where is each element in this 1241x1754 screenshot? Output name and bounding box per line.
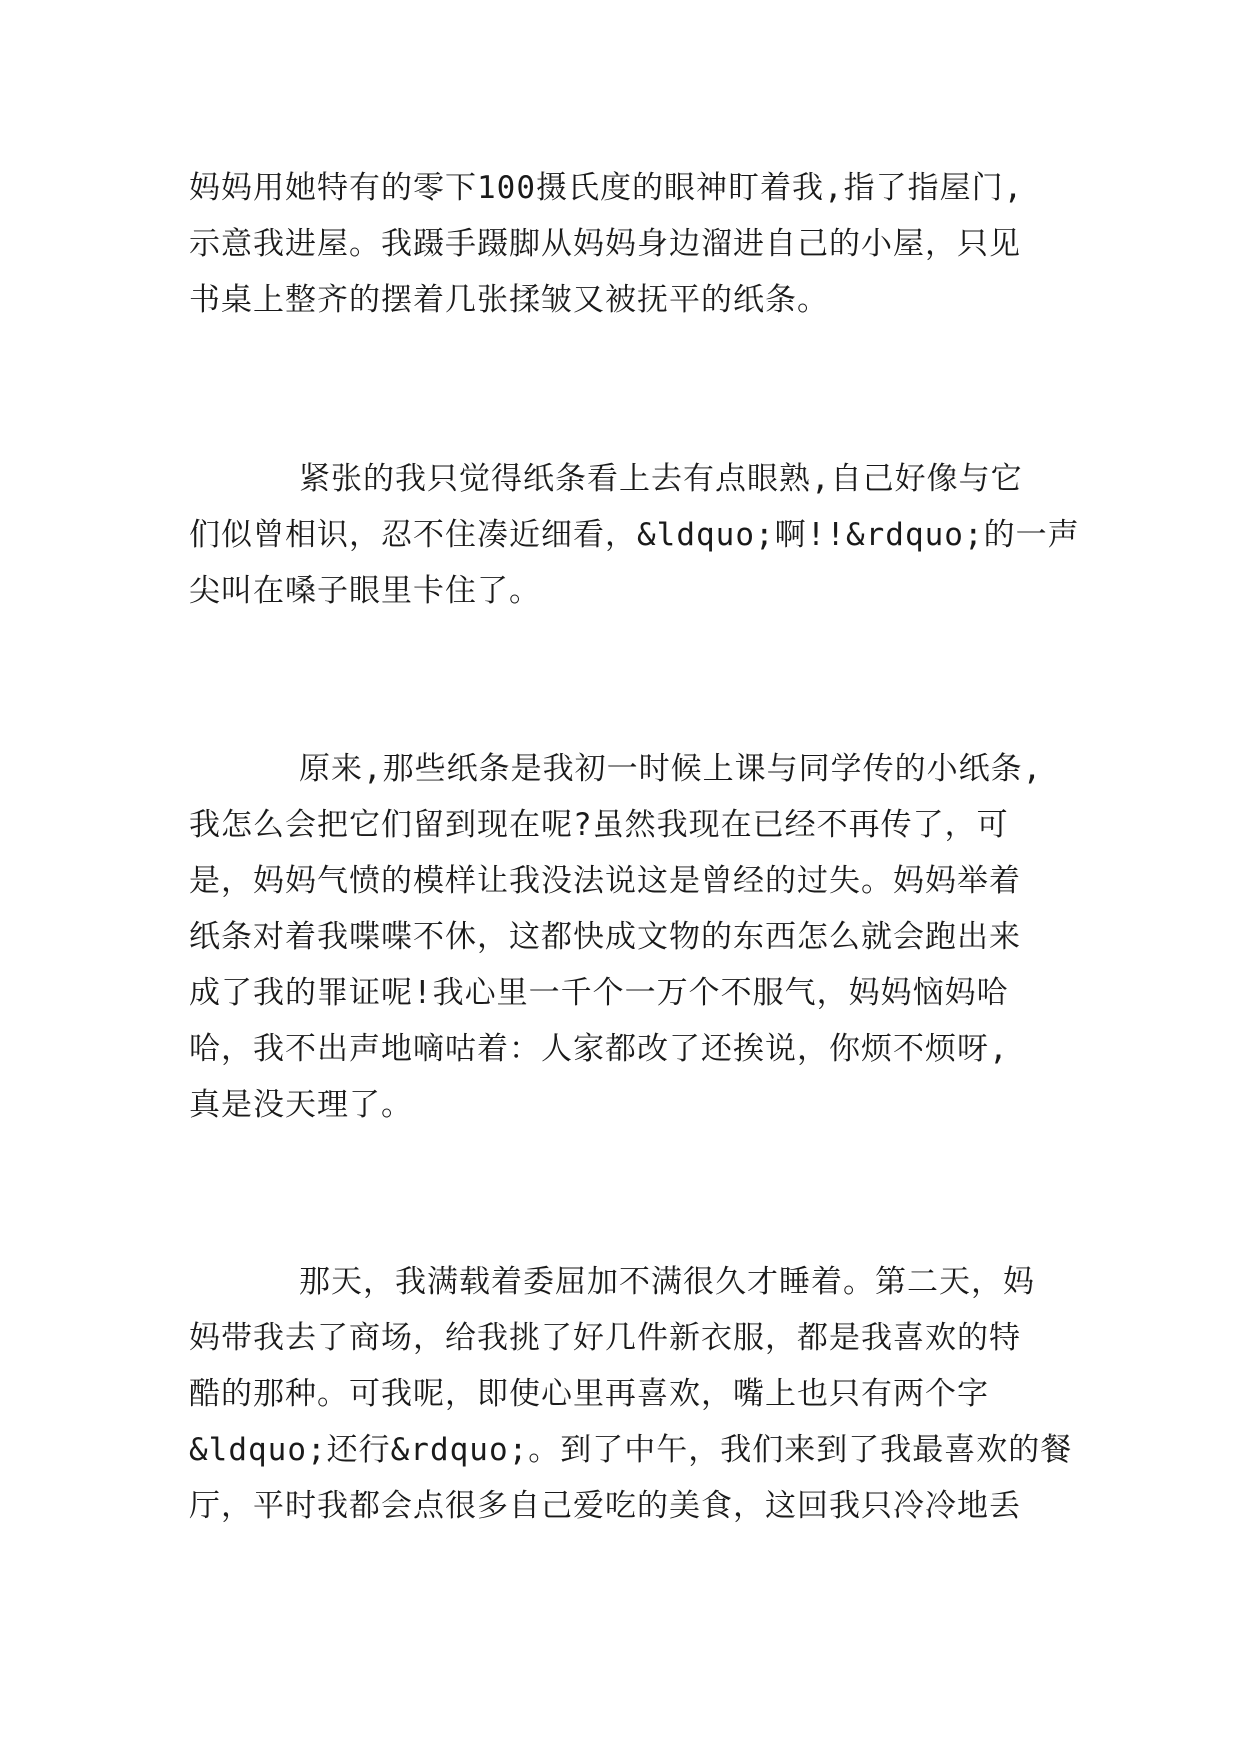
paragraph-line: 哈，我不出声地嘀咕着：人家都改了还挨说，你烦不烦呀,	[189, 1031, 1009, 1067]
paragraph-line: 尖叫在嗓子眼里卡住了。	[189, 573, 541, 609]
paragraph-first-line: 那天，我满载着委屈加不满很久才睡着。第二天，妈	[299, 1264, 1035, 1300]
paragraph-line: 厅，平时我都会点很多自己爱吃的美食，这回我只冷冷地丢	[189, 1488, 1021, 1524]
paragraph-line: 是，妈妈气愤的模样让我没法说这是曾经的过失。妈妈举着	[189, 863, 1021, 899]
paragraph-line: 妈妈用她特有的零下100摄氏度的眼神盯着我,指了指屋门,	[189, 170, 1024, 206]
paragraph-line: 们似曾相识，忍不住凑近细看，&ldquo;啊!!&rdquo;的一声	[189, 517, 1080, 553]
paragraph-line: 纸条对着我喋喋不休，这都快成文物的东西怎么就会跑出来	[189, 919, 1021, 955]
paragraph-1	[189, 160, 1069, 328]
paragraph-line: 真是没天理了。	[189, 1087, 413, 1123]
paragraph-2	[189, 451, 1080, 619]
paragraph-line: 妈带我去了商场，给我挑了好几件新衣服，都是我喜欢的特	[189, 1320, 1021, 1356]
paragraph-line: &ldquo;还行&rdquo;。到了中午，我们来到了我最喜欢的餐	[189, 1432, 1073, 1468]
paragraph-first-line: 紧张的我只觉得纸条看上去有点眼熟,自己好像与它	[299, 461, 1023, 497]
paragraph-line: 书桌上整齐的摆着几张揉皱又被抚平的纸条。	[189, 282, 829, 318]
paragraph-line: 酷的那种。可我呢，即使心里再喜欢，嘴上也只有两个字	[189, 1376, 989, 1412]
paragraph-line: 成了我的罪证呢!我心里一千个一万个不服气，妈妈恼妈哈	[189, 975, 1009, 1011]
paragraph-line: 我怎么会把它们留到现在呢?虽然我现在已经不再传了，可	[189, 807, 1009, 843]
paragraph-4	[189, 1254, 1073, 1534]
paragraph-3	[189, 741, 1069, 1133]
paragraph-line: 示意我进屋。我蹑手蹑脚从妈妈身边溜进自己的小屋，只见	[189, 226, 1021, 262]
paragraph-first-line: 原来,那些纸条是我初一时候上课与同学传的小纸条,	[299, 751, 1043, 787]
